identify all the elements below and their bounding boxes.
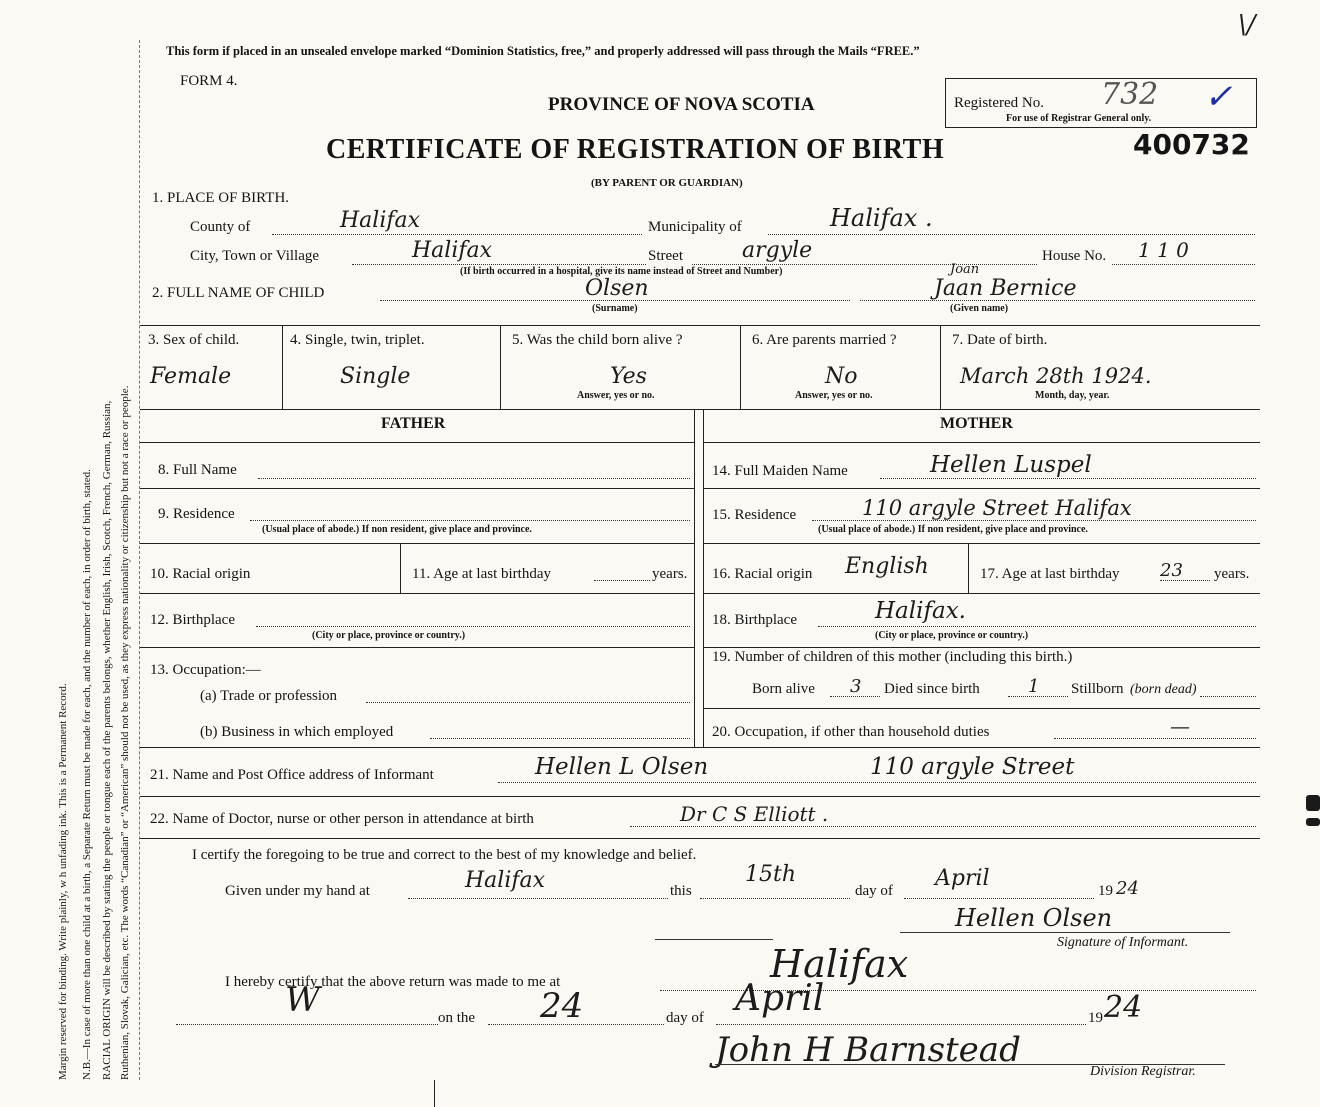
business-label: (b) Business in which employed [200, 724, 394, 740]
father-occupation-label: 13. Occupation:— [150, 662, 261, 678]
separator-short-rule [655, 939, 773, 940]
child-given-value: Jaan Bernice [934, 276, 1077, 301]
mother-maiden-value: Hellen Luspel [930, 452, 1092, 478]
died-since-birth-label: Died since birth [884, 681, 980, 697]
date-of-birth-value: March 28th 1924. [960, 364, 1152, 388]
mother-birthplace-value: Halifax. [875, 598, 966, 624]
mother-maiden-label: 14. Full Maiden Name [712, 463, 848, 479]
informant-signature-line [900, 932, 1230, 933]
mother-residence-label: 15. Residence [712, 507, 797, 523]
municipality-value: Halifax . [830, 204, 933, 232]
registrar-signature: John H Barnstead [715, 1030, 1021, 1070]
city-field [352, 242, 646, 265]
registrar-signature-label: Division Registrar. [1090, 1064, 1196, 1079]
box-divider-2 [500, 325, 501, 409]
certify-year-prefix: 19 [1098, 883, 1113, 899]
form-number: FORM 4. [180, 73, 238, 89]
mother-age-divider [968, 543, 969, 593]
born-alive-answer: Yes [610, 364, 647, 389]
father-name-field [258, 460, 690, 479]
born-alive-caption: Answer, yes or no. [577, 390, 655, 401]
father-birthplace-caption: (City or place, province or country.) [312, 630, 466, 641]
father-residence-field [250, 504, 690, 521]
children-count-label: 19. Number of children of this mother (including this birth.) [712, 649, 1073, 665]
mother-heading-rule [703, 442, 1260, 443]
registrar-month-value: April [735, 978, 825, 1019]
born-alive-count-value: 3 [850, 676, 862, 697]
box-divider-4 [940, 325, 941, 409]
registrar-on-label: on the [438, 1010, 476, 1026]
father-rule-2 [140, 543, 694, 544]
father-rule-4 [140, 647, 694, 648]
margin-line [139, 40, 140, 1080]
business-field [430, 722, 690, 739]
stillborn-label: Stillborn [1071, 681, 1124, 697]
margin-note-racial-origin: RACIAL ORIGIN will be described by stating the people or tongue each of the parents belongs, whether English, Irish, Scotch, French, German, Russian, [101, 400, 113, 1080]
mother-rule-4 [703, 647, 1260, 648]
hospital-note: (If birth occurred in a hospital, give its name instead of Street and Number) [460, 266, 783, 277]
registrar-year-suffix: 24 [1104, 990, 1143, 1025]
city-label: City, Town or Village [190, 248, 320, 264]
child-name-label: 2. FULL NAME OF CHILD [152, 285, 325, 301]
mother-racial-label: 16. Racial origin [712, 566, 813, 582]
child-surname-value: Olsen [585, 276, 649, 301]
county-field [272, 212, 642, 235]
father-residence-caption: (Usual place of abode.) If non resident, give place and province. [262, 524, 532, 535]
doctor-value: Dr C S Elliott . [680, 802, 829, 826]
certify-year-suffix: 24 [1116, 878, 1139, 899]
mother-residence-caption: (Usual place of abode.) If non resident, give place and province. [818, 524, 1088, 535]
stillborn-field [1200, 680, 1256, 697]
row-bottom-rule [140, 409, 1260, 410]
mother-birthplace-label: 18. Birthplace [712, 612, 797, 628]
registrar-year-prefix: 19 [1088, 1010, 1103, 1026]
registrar-only-note: For use of Registrar General only. [1006, 113, 1152, 124]
given-place-value: Halifax [465, 868, 546, 893]
child-given-correction: Joan [950, 262, 980, 277]
registered-number-box [945, 78, 1257, 128]
given-name-caption: (Given name) [950, 303, 1009, 314]
stillborn-note: (born dead) [1130, 682, 1197, 697]
registrar-statement: I hereby certify that the above return was made to me at [225, 974, 561, 990]
province-title: PROVINCE OF NOVA SCOTIA [548, 94, 815, 115]
father-heading-rule [140, 442, 694, 443]
certify-statement: I certify the foregoing to be true and correct to the best of my knowledge and belief. [192, 847, 697, 863]
informant-top-rule [140, 747, 1260, 748]
given-under-hand-label: Given under my hand at [225, 883, 370, 899]
informant-bottom-rule [140, 796, 1260, 797]
registrar-day-of-label: day of [666, 1010, 704, 1026]
father-rule-1 [140, 488, 694, 489]
registrar-place-value: Halifax [770, 942, 909, 986]
mother-occupation-field [1054, 722, 1256, 739]
certificate-title: CERTIFICATE OF REGISTRATION OF BIRTH [326, 134, 945, 165]
surname-caption: (Surname) [592, 303, 638, 314]
informant-name: Hellen L Olsen [535, 754, 709, 780]
parents-married-caption: Answer, yes or no. [795, 390, 873, 401]
father-age-label: 11. Age at last birthday [412, 566, 551, 582]
doctor-bottom-rule [140, 838, 1260, 839]
mother-occupation-value: — [1170, 714, 1190, 738]
informant-signature: Hellen Olsen [955, 904, 1113, 932]
street-value: argyle [742, 238, 813, 263]
registrar-mark: W [285, 980, 320, 1020]
margin-note-separate-return: N.B.—In case of more than one child at a birth, a Separate Return must be made for each, and the number of each, in order of birth, stated. [81, 469, 93, 1080]
city-value: Halifax [412, 238, 493, 263]
date-of-birth-caption: Month, day, year. [1035, 390, 1110, 401]
father-heading: FATHER [381, 415, 446, 432]
parents-married-label: 6. Are parents married ? [752, 332, 897, 348]
mother-rule-5 [703, 708, 1260, 709]
father-age-divider [400, 543, 401, 593]
plurality-label: 4. Single, twin, triplet. [290, 332, 425, 348]
corner-check-mark: \/ [1238, 10, 1256, 40]
trade-label: (a) Trade or profession [200, 688, 338, 704]
born-alive-count-label: Born alive [752, 681, 815, 697]
county-label: County of [190, 219, 251, 235]
father-birthplace-field [256, 610, 690, 627]
house-number-label: House No. [1042, 248, 1107, 264]
mother-rule-3 [703, 593, 1260, 594]
mother-heading: MOTHER [940, 415, 1013, 432]
mother-occupation-label: 20. Occupation, if other than household duties [712, 724, 990, 740]
parents-married-answer: No [825, 364, 858, 389]
father-residence-label: 9. Residence [158, 506, 235, 522]
center-divider-left [694, 409, 695, 747]
doctor-label: 22. Name of Doctor, nurse or other person in attendance at birth [150, 811, 534, 827]
box-divider-3 [740, 325, 741, 409]
plurality-value: Single [340, 364, 411, 389]
date-of-birth-label: 7. Date of birth. [952, 332, 1048, 348]
sex-value: Female [150, 364, 232, 389]
center-divider-right [703, 409, 704, 747]
right-edge-mark-1 [1306, 795, 1320, 811]
mother-age-label: 17. Age at last birthday [980, 566, 1120, 582]
mother-racial-value: English [845, 554, 929, 579]
box-divider-1 [282, 325, 283, 409]
born-alive-question-label: 5. Was the child born alive ? [512, 332, 683, 348]
certify-day-value: 15th [745, 862, 797, 887]
registrar-day-value: 24 [540, 986, 584, 1026]
trade-field [366, 686, 690, 703]
mother-age-unit: years. [1214, 566, 1250, 582]
bottom-edge-mark [434, 1080, 435, 1107]
municipality-label: Municipality of [648, 219, 742, 235]
margin-note-racial-origin-cont: Ruthenian, Slovak, Galician, etc. The words “Canadian” or “American” should not be used, as they express nationality or citizenship but not a race or people. [119, 385, 131, 1080]
county-value: Halifax [340, 208, 421, 233]
father-name-label: 8. Full Name [158, 462, 237, 478]
registrar-left-field [176, 1010, 438, 1025]
father-age-unit: years. [652, 566, 688, 582]
mother-rule-1 [703, 488, 1260, 489]
margin-note-binding: Margin reserved for binding. Write plainly, w h unfading ink. This is a Permanent Record. [57, 683, 69, 1080]
street-label: Street [648, 248, 683, 264]
father-rule-3 [140, 593, 694, 594]
informant-address: 110 argyle Street [870, 754, 1075, 780]
this-label: this [670, 883, 692, 899]
mother-age-value: 23 [1160, 560, 1183, 581]
father-birthplace-label: 12. Birthplace [150, 612, 235, 628]
certify-day-of-label: day of [855, 883, 893, 899]
informant-signature-label: Signature of Informant. [1057, 935, 1189, 950]
certificate-subtitle: (BY PARENT OR GUARDIAN) [591, 177, 743, 189]
right-edge-mark-2 [1306, 818, 1320, 826]
postal-notice: This form if placed in an unsealed envelope marked “Dominion Statistics, free,” and properly addressed will pass through the Mails “FREE.” [166, 44, 920, 58]
place-of-birth-heading: 1. PLACE OF BIRTH. [152, 190, 290, 206]
father-racial-label: 10. Racial origin [150, 566, 251, 582]
father-age-field [594, 564, 650, 581]
mother-rule-2 [703, 543, 1260, 544]
registered-number: 732 [1101, 77, 1159, 112]
blue-check-mark: ✓ [1204, 79, 1233, 116]
house-number-value: 1 1 0 [1138, 238, 1189, 262]
certify-month-field [904, 880, 1094, 899]
row-top-rule [140, 325, 1260, 326]
registered-label: Registered No. [954, 95, 1044, 111]
sex-label: 3. Sex of child. [148, 332, 240, 348]
file-number: 400732 [1133, 128, 1250, 161]
mother-birthplace-caption: (City or place, province or country.) [875, 630, 1029, 641]
died-since-birth-value: 1 [1028, 676, 1040, 697]
certify-month-value: April [935, 866, 990, 891]
informant-label: 21. Name and Post Office address of Informant [150, 767, 434, 783]
mother-residence-value: 110 argyle Street Halifax [862, 496, 1132, 520]
